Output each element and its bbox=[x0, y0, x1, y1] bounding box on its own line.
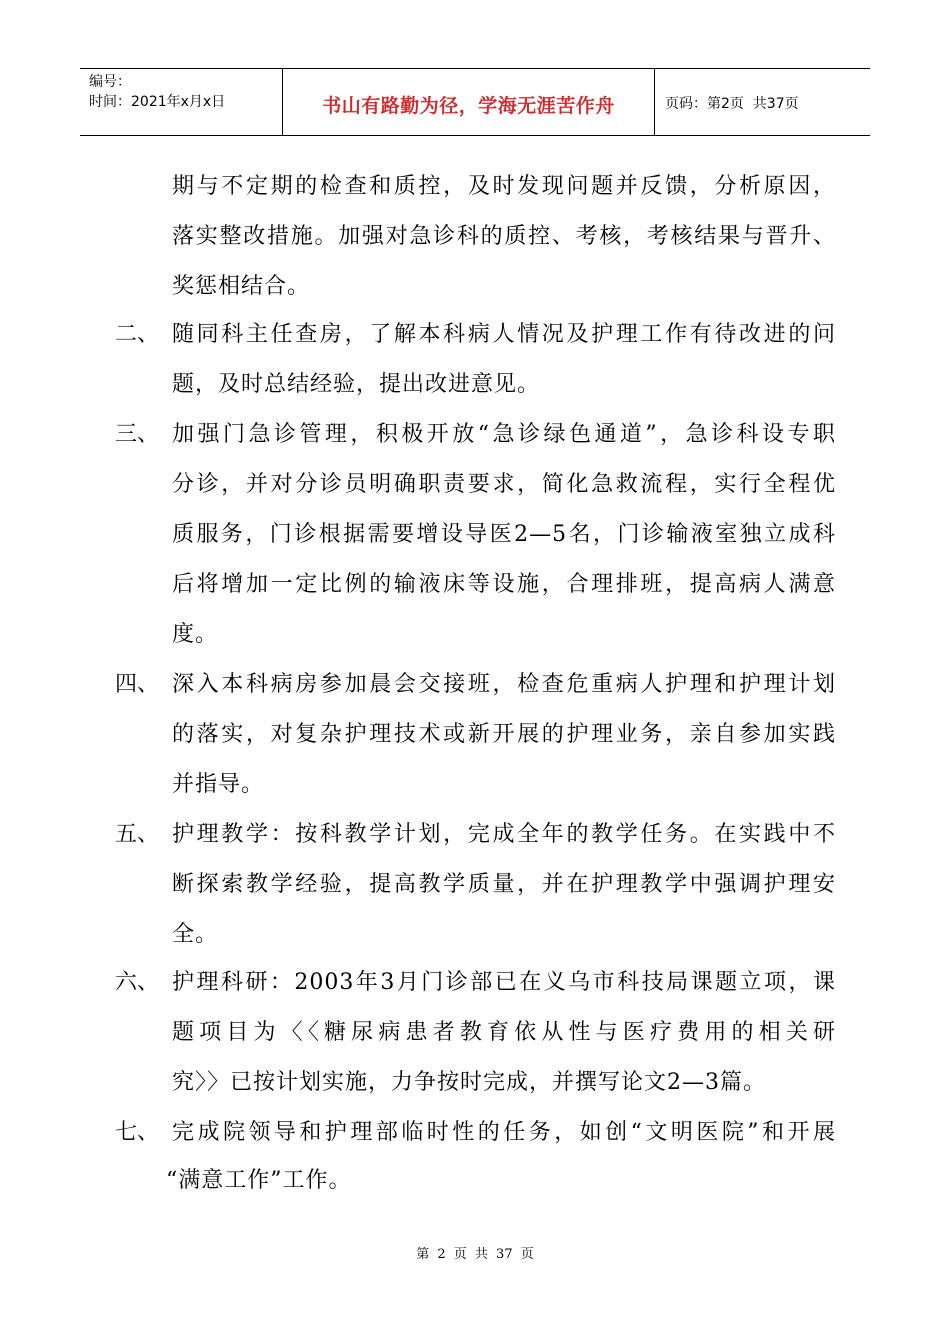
body-line: 奖惩相结合。 bbox=[172, 274, 311, 299]
body-line: 护理教学：按科教学计划，完成全年的教学任务。在实践中不 bbox=[172, 822, 836, 847]
body-line: 质服务，门诊根据需要增设导医2—5名，门诊输液室独立成科 bbox=[172, 522, 836, 547]
list-item-marker: 六、 bbox=[115, 970, 160, 995]
document-time-label: 时间：2021年x月x日 bbox=[89, 94, 226, 110]
body-line: 加强门急诊管理，积极开放“急诊绿色通道”，急诊科设专职 bbox=[172, 422, 836, 447]
body-line: 题项目为〈〈糖尿病患者教育依从性与医疗费用的相关研 bbox=[172, 1020, 836, 1045]
list-item-marker: 二、 bbox=[115, 322, 160, 347]
body-line: 落实整改措施。加强对急诊科的质控、考核，考核结果与晋升、 bbox=[172, 224, 836, 249]
header-page-info: 页码：第2页 共37页 bbox=[665, 96, 799, 112]
body-line: 深入本科病房参加晨会交接班，检查危重病人护理和护理计划 bbox=[172, 672, 836, 697]
list-item-marker: 四、 bbox=[115, 672, 160, 697]
header-motto: 书山有路勤为径，学海无涯苦作舟 bbox=[322, 94, 615, 117]
body-line: 题，及时总结经验，提出改进意见。 bbox=[172, 372, 541, 397]
body-line: 断探索教学经验，提高教学质量，并在护理教学中强调护理安 bbox=[172, 872, 836, 897]
body-line: 并指导。 bbox=[172, 772, 265, 797]
body-line: 度。 bbox=[172, 622, 219, 647]
body-line: 究〉〉已按计划实施，力争按时完成，并撰写论文2—3篇。 bbox=[172, 1070, 766, 1095]
body-line: 的落实，对复杂护理技术或新开展的护理业务，亲自参加实践 bbox=[172, 722, 836, 747]
body-line: 分诊，并对分诊员明确职责要求，简化急救流程，实行全程优 bbox=[172, 472, 836, 497]
document-number-label: 编号： bbox=[89, 74, 131, 90]
body-line: 护理科研：2003年3月门诊部已在义乌市科技局课题立项，课 bbox=[172, 970, 836, 995]
header-meta-cell bbox=[80, 69, 283, 135]
list-item-marker: 五、 bbox=[115, 822, 160, 847]
body-line: 全。 bbox=[172, 922, 219, 947]
body-line: 期与不定期的检查和质控，及时发现问题并反馈，分析原因， bbox=[172, 174, 836, 199]
page-footer: 第 2 页 共 37 页 bbox=[416, 1247, 534, 1262]
body-line: “满意工作”工作。 bbox=[166, 1168, 352, 1193]
header-motto-cell bbox=[283, 69, 655, 135]
header-page-cell bbox=[655, 69, 870, 135]
list-item-marker: 三、 bbox=[115, 422, 160, 447]
body-line: 完成院领导和护理部临时性的任务，如创“文明医院”和开展 bbox=[172, 1120, 836, 1145]
body-line: 随同科主任查房，了解本科病人情况及护理工作有待改进的问 bbox=[172, 322, 836, 347]
list-item-marker: 七、 bbox=[115, 1120, 160, 1145]
page-header bbox=[80, 68, 870, 136]
body-line: 后将增加一定比例的输液床等设施，合理排班，提高病人满意 bbox=[172, 572, 836, 597]
